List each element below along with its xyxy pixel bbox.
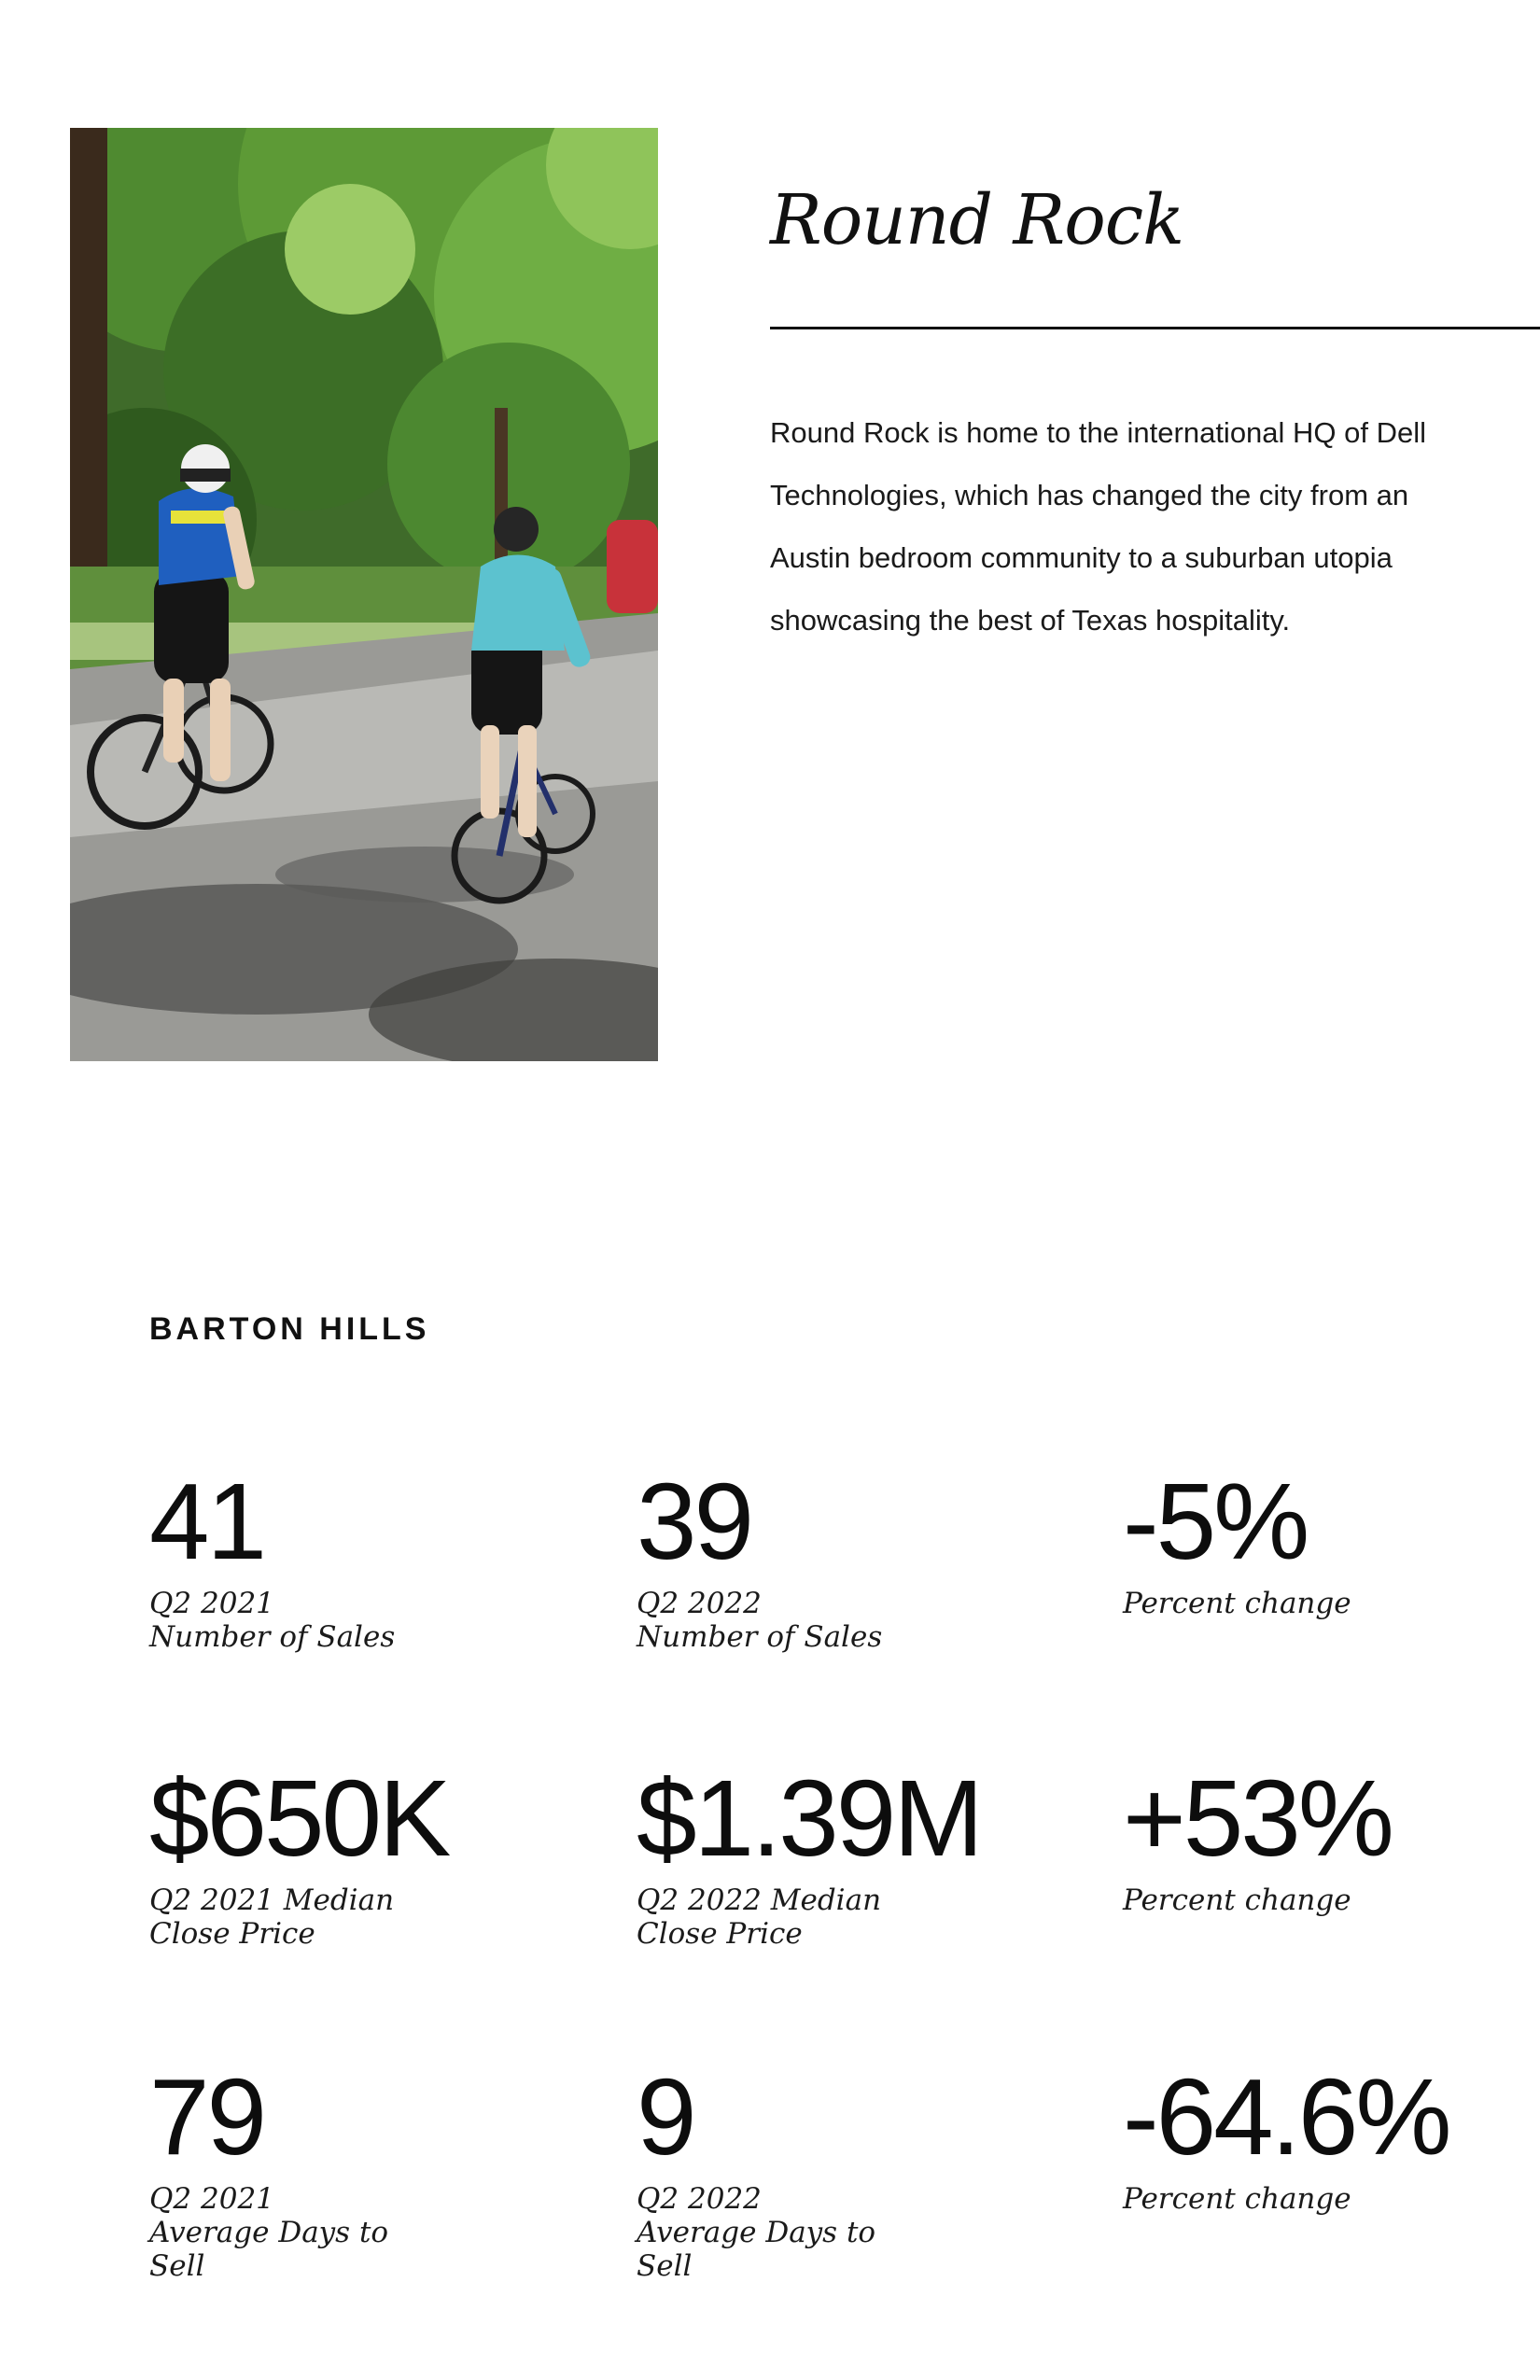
- stat-days-change: [1123, 2056, 1540, 2216]
- neighborhood-heading: BARTON HILLS: [149, 1311, 430, 1347]
- cyclists-photo: [70, 128, 658, 1061]
- stat-label: Q2 2021 Average Days to Sell: [149, 2182, 389, 2283]
- title-divider: [770, 327, 1540, 329]
- stat-value: $1.39M: [637, 1757, 981, 1879]
- stat-price-change: [1123, 1757, 1540, 1917]
- stat-sales-change: [1123, 1461, 1540, 1620]
- city-description: Round Rock is home to the international HQ of Dell Technologies, which has changed the city from an Austin bedroom community to a suburban utopia showcasing the best of Texas hospitality.: [770, 416, 1427, 637]
- stat-sales-2022: [637, 1461, 1122, 1654]
- stat-value: 41: [149, 1461, 265, 1582]
- stat-sales-2021: [149, 1461, 635, 1654]
- stat-label: Percent change: [1123, 1587, 1351, 1620]
- stat-value: $650K: [149, 1757, 449, 1879]
- stat-value: +53%: [1123, 1757, 1392, 1879]
- stat-label: Q2 2021 Number of Sales: [149, 1587, 396, 1654]
- stat-days-2021: [149, 2056, 635, 2283]
- city-title: Round Rock: [770, 180, 1184, 260]
- stat-label: Q2 2022 Median Close Price: [637, 1883, 882, 1951]
- stat-price-2021: [149, 1757, 635, 1951]
- cyclists-illustration: [70, 128, 658, 1061]
- stat-value: -64.6%: [1123, 2056, 1449, 2177]
- stat-value: -5%: [1123, 1461, 1308, 1582]
- stat-value: 79: [149, 2056, 265, 2177]
- stat-label: Q2 2022 Number of Sales: [637, 1587, 883, 1654]
- stat-label: Percent change: [1123, 2182, 1351, 2216]
- stat-value: 9: [637, 2056, 694, 2177]
- stat-label: Q2 2021 Median Close Price: [149, 1883, 395, 1951]
- stat-label: Percent change: [1123, 1883, 1351, 1917]
- stat-price-2022: [637, 1757, 1122, 1951]
- stat-value: 39: [637, 1461, 752, 1582]
- stat-label: Q2 2022 Average Days to Sell: [637, 2182, 876, 2283]
- stat-days-2022: [637, 2056, 1122, 2283]
